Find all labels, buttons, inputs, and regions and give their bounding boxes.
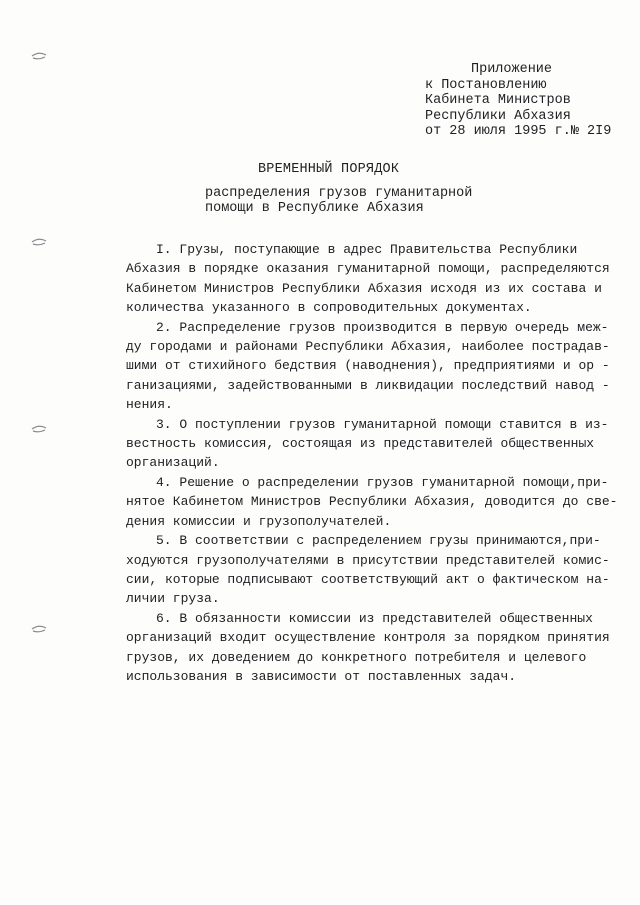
title-main: ВРЕМЕННЫЙ ПОРЯДОК <box>258 162 400 177</box>
text-line: 6. В обязанности комиссии из представителей общественных <box>156 610 593 626</box>
paragraph-5 <box>126 531 614 609</box>
text-line: личии груза. <box>126 591 220 607</box>
punch-hole-mark <box>30 623 48 635</box>
text-line: организаций входит осуществление контроля за порядком принятия <box>126 630 610 646</box>
text-line: Кабинетом Министров Республики Абхазия исходя из их состава и <box>126 280 602 296</box>
paragraph-3 <box>126 415 614 473</box>
text-line: 4. Решение о распределении грузов гуманитарной помощи,при- <box>156 474 609 490</box>
paragraph-6 <box>126 609 614 687</box>
text-line: организаций. <box>126 455 220 471</box>
text-line: сии, которые подписывают соответствующий акт о фактическом на- <box>126 571 610 587</box>
appendix-line: от 28 июля 1995 г.№ 2I9 <box>425 124 612 139</box>
appendix-line: Кабинета Министров <box>425 93 571 108</box>
text-line: нения. <box>126 397 173 413</box>
text-line: вестность комиссия, состоящая из представителей общественных <box>126 436 595 452</box>
title-subtitle <box>205 186 472 216</box>
text-line: ду городами и районами Республики Абхазия, наиболее пострадав- <box>126 339 610 355</box>
text-line: нятое Кабинетом Министров Республики Абхазия, доводится до све- <box>126 494 618 510</box>
text-line: 2. Распределение грузов производится в первую очередь меж- <box>156 319 609 335</box>
punch-hole-mark <box>30 423 48 435</box>
text-line: грузов, их доведением до конкретного потребителя и целевого <box>126 649 587 665</box>
text-line: Абхазия в порядке оказания гуманитарной помощи, распределяются <box>126 261 610 277</box>
appendix-reference <box>425 62 611 140</box>
text-line: ходуются грузополучателями в присутствии представителей комис- <box>126 552 610 568</box>
text-line: дения комиссии и грузополучателей. <box>126 513 392 529</box>
appendix-line: Республики Абхазия <box>425 108 571 124</box>
text-line: использования в зависимости от поставленных задач. <box>126 668 517 684</box>
subtitle-line: распределения грузов гуманитарной <box>205 186 473 201</box>
text-line: 5. В соответствии с распределением грузы принимаются,при- <box>156 533 601 549</box>
subtitle-line: помощи в Республике Абхазия <box>205 201 424 216</box>
appendix-line: Приложение <box>471 62 553 77</box>
paragraph-4 <box>126 473 618 531</box>
text-line: 3. О поступлении грузов гуманитарной помощи ставится в из- <box>156 416 609 432</box>
punch-hole-mark <box>30 50 48 62</box>
text-line: ганизациями, задействованными в ликвидации последствий навод - <box>126 377 610 393</box>
punch-hole-mark <box>30 236 48 248</box>
paragraph-2 <box>126 318 614 415</box>
text-line: количества указанного в сопроводительных документах. <box>126 300 532 316</box>
document-body <box>126 240 618 686</box>
text-line: шими от стихийного бедствия (наводнения), предприятиями и ор - <box>126 358 610 374</box>
paragraph-1 <box>126 240 614 318</box>
text-line: I. Грузы, поступающие в адрес Правительства Республики <box>156 242 578 257</box>
appendix-line: к Постановлению <box>425 77 547 93</box>
